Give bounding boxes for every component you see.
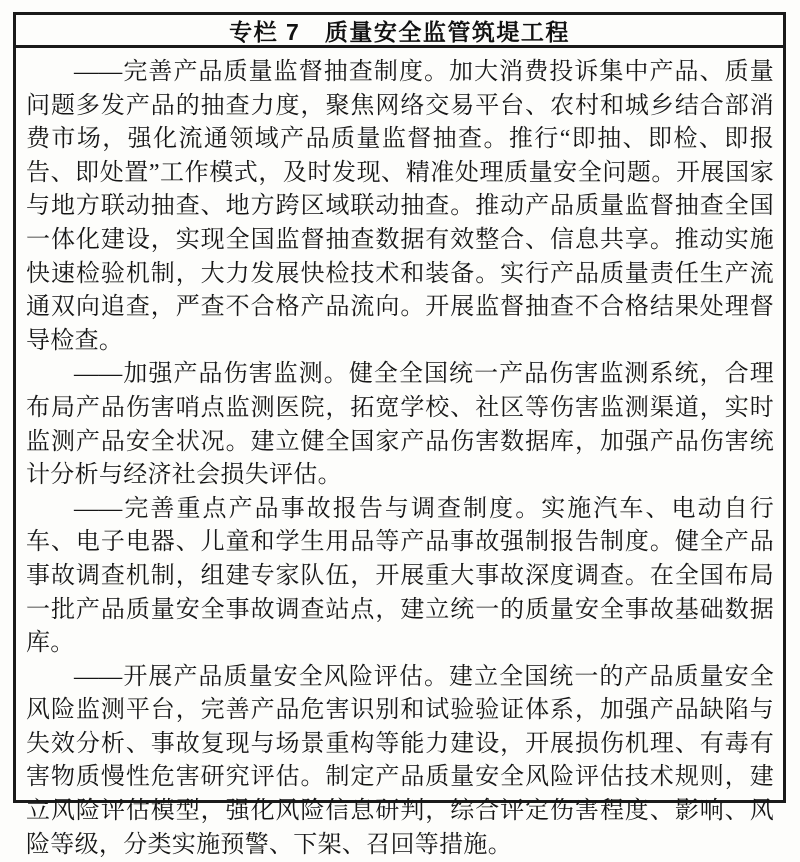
paragraph-supervision-sampling: ——完善产品质量监督抽查制度。加大消费投诉集中产品、质量问题多发产品的抽查力度，聚焦网络交易平台、农村和城乡结合部消费市场，强化流通领域产品质量监督抽查。推行“即抽、即检、即报告、即处置”工作模式，及时发现、精准处理质量安全问题。开展国家与地方联动抽查、地方跨区域联动抽查。推动产品质量监督抽查全国一体化建设，实现全国监督抽查数据有效整合、信息共享。推动实施快速检验机制，大力发展快检技术和装备。实行产品质量责任生产流通双向追查，严查不合格产品流向。开展监督抽查不合格结果处理督导检查。	[26, 59, 774, 354]
column-box-title: 专栏 7 质量安全监管筑堤工程	[16, 15, 783, 48]
paragraph-injury-monitoring: ——加强产品伤害监测。健全全国统一产品伤害监测系统，合理布局产品伤害哨点监测医院，拓宽学校、社区等伤害监测渠道，实时监测产品安全状况。建立健全国家产品伤害数据库，加强产品伤害统计分析与经济社会损失评估。	[26, 361, 774, 489]
paragraph-risk-assessment: ——开展产品质量安全风险评估。建立全国统一的产品质量安全风险监测平台，完善产品危害识别和试验验证体系，加强产品缺陷与失效分析、事故复现与场景重构等能力建设，开展损伤机理、有毒有害物质慢性危害研究评估。制定产品质量安全风险评估技术规则，建立风险评估模型，强化风险信息研判，综合评定伤害程度、影响、风险等级，分类实施预警、下架、召回等措施。	[26, 663, 774, 858]
column-box-body	[16, 48, 783, 862]
paragraph-accident-reporting: ——完善重点产品事故报告与调查制度。实施汽车、电动自行车、电子电器、儿童和学生用品等产品事故强制报告制度。健全产品事故调查机制，组建专家队伍，开展重大事故深度调查。在全国布局一批产品质量安全事故调查站点，建立统一的质量安全事故基础数据库。	[26, 495, 774, 657]
column-box	[13, 12, 786, 858]
